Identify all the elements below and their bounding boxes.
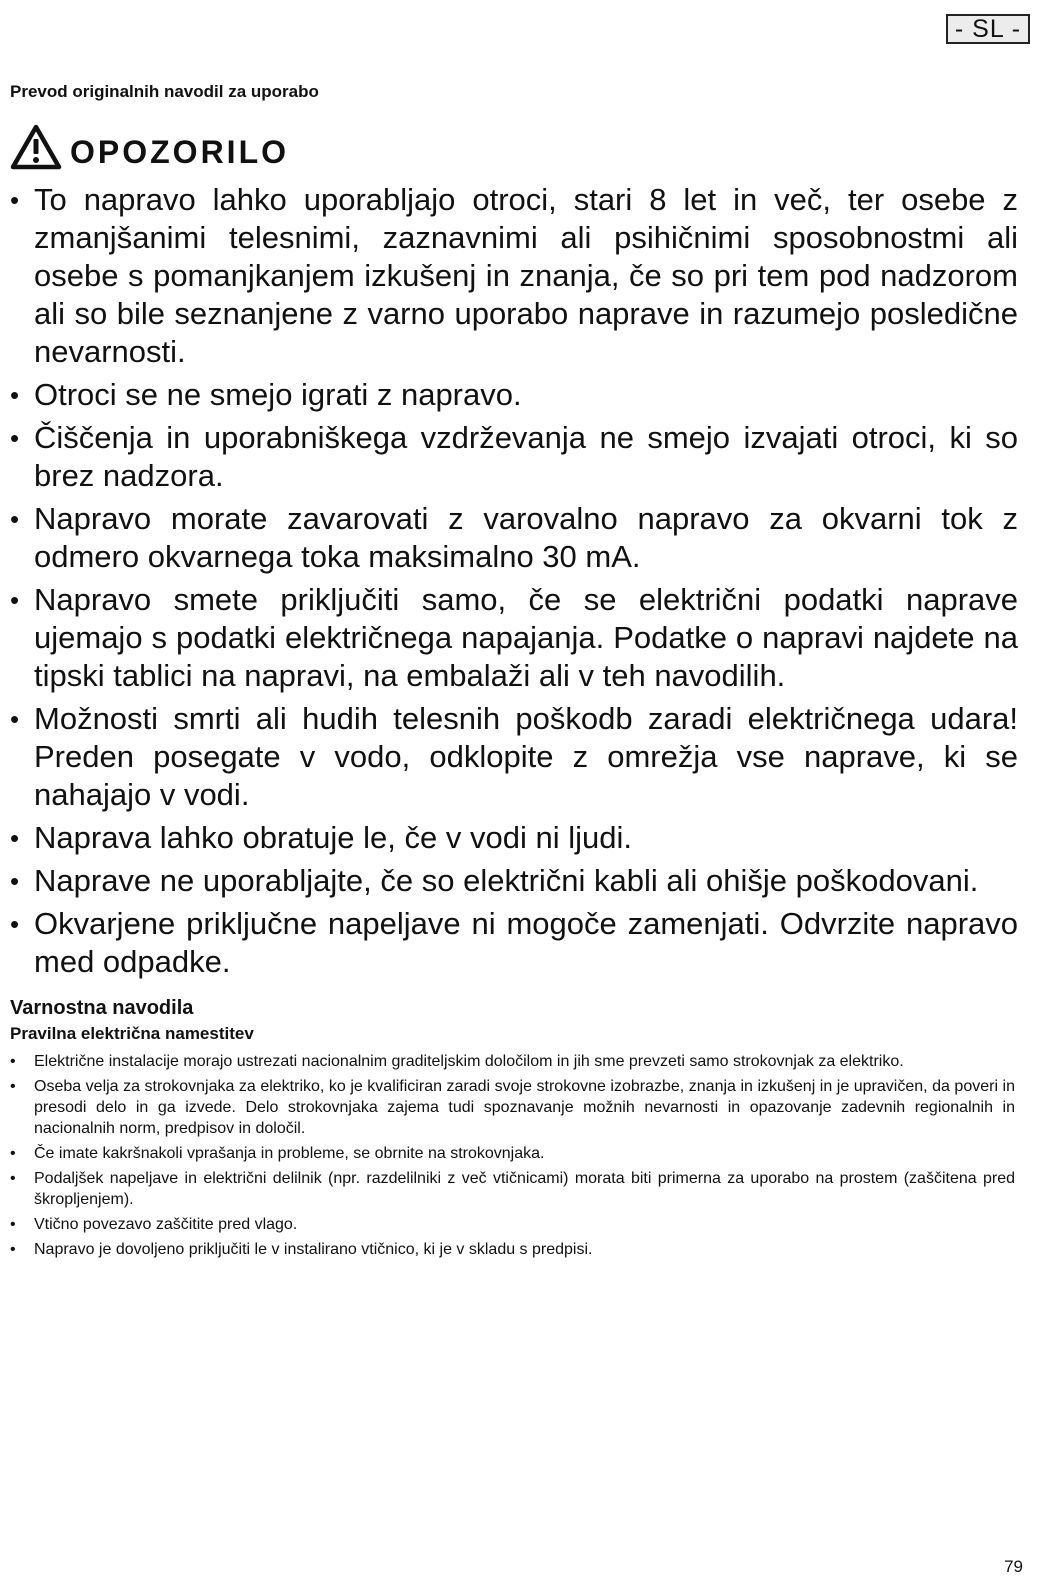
warning-item: • Možnosti smrti ali hudih telesnih poškodb zaradi električnega udara! Preden posegate v vodo, odklopite z omrežja vse naprave, ki se nahajajo v vodi. bbox=[10, 700, 1018, 814]
safety-section-title: Varnostna navodila bbox=[10, 997, 194, 1019]
warning-item: • Napravo morate zavarovati z varovalno napravo za okvarni tok z odmero okvarnega toka maksimalno 30 mA. bbox=[10, 500, 1018, 576]
warning-item: • Naprava lahko obratuje le, če v vodi ni ljudi. bbox=[10, 819, 1018, 857]
warning-item: • Čiščenja in uporabniškega vzdrževanja ne smejo izvajati otroci, ki so brez nadzora. bbox=[10, 419, 1018, 495]
safety-item: • Električne instalacije morajo ustrezati nacionalnim graditeljskim določilom in jih sme prevzeti samo strokovnjak za elektriko. bbox=[10, 1051, 1015, 1072]
warning-list bbox=[10, 181, 1018, 986]
warning-item: • Otroci se ne smejo igrati z napravo. bbox=[10, 376, 1018, 414]
safety-item: • Če imate kakršnakoli vprašanja in probleme, se obrnite na strokovnjaka. bbox=[10, 1143, 1015, 1164]
language-badge: - SL - bbox=[946, 14, 1030, 44]
safety-item: • Oseba velja za strokovnjaka za elektriko, ko je kvalificiran zaradi svoje strokovne izobrazbe, znanja in izkušenj in je upravičen, da poveri in presodi delo in ga izvede. Delo strokovnjaka zajema tudi spoznavanje možnih nevarnosti in opazovanje zadevnih regionalnih in nacionalnih norm, predpisov in določil. bbox=[10, 1076, 1015, 1139]
warning-heading bbox=[10, 124, 289, 170]
document-subtitle: Prevod originalnih navodil za uporabo bbox=[10, 82, 319, 101]
warning-triangle-icon bbox=[10, 124, 62, 170]
warning-item: • To napravo lahko uporabljajo otroci, stari 8 let in več, ter osebe z zmanjšanimi telesnimi, zaznavnimi ali psihičnimi sposobnostmi ali osebe s pomanjkanjem izkušenj in znanja, če so pri tem pod nadzorom ali so bile seznanjene z varno uporabo naprave in razumejo posledične nevarnosti. bbox=[10, 181, 1018, 371]
warning-item: • Okvarjene priključne napeljave ni mogoče zamenjati. Odvrzite napravo med odpadke. bbox=[10, 905, 1018, 981]
safety-item: • Podaljšek napeljave in električni delilnik (npr. razdelilniki z več vtičnicami) morata biti primerna za uporabo na prostem (zaščitena pred škropljenjem). bbox=[10, 1168, 1015, 1210]
safety-section-subtitle: Pravilna električna namestitev bbox=[10, 1024, 254, 1043]
safety-item: • Napravo je dovoljeno priključiti le v instalirano vtičnico, ki je v skladu s predpisi. bbox=[10, 1239, 1015, 1260]
warning-item: • Napravo smete priključiti samo, če se električni podatki naprave ujemajo s podatki električnega napajanja. Podatke o napravi najdete na tipski tablici na napravi, na embalaži ali v teh navodilih. bbox=[10, 581, 1018, 695]
warning-title: OPOZORILO bbox=[70, 134, 289, 170]
safety-item: • Vtično povezavo zaščitite pred vlago. bbox=[10, 1214, 1015, 1235]
warning-item: • Naprave ne uporabljajte, če so električni kabli ali ohišje poškodovani. bbox=[10, 862, 1018, 900]
page-number: 79 bbox=[1004, 1557, 1023, 1576]
safety-list bbox=[10, 1051, 1015, 1264]
